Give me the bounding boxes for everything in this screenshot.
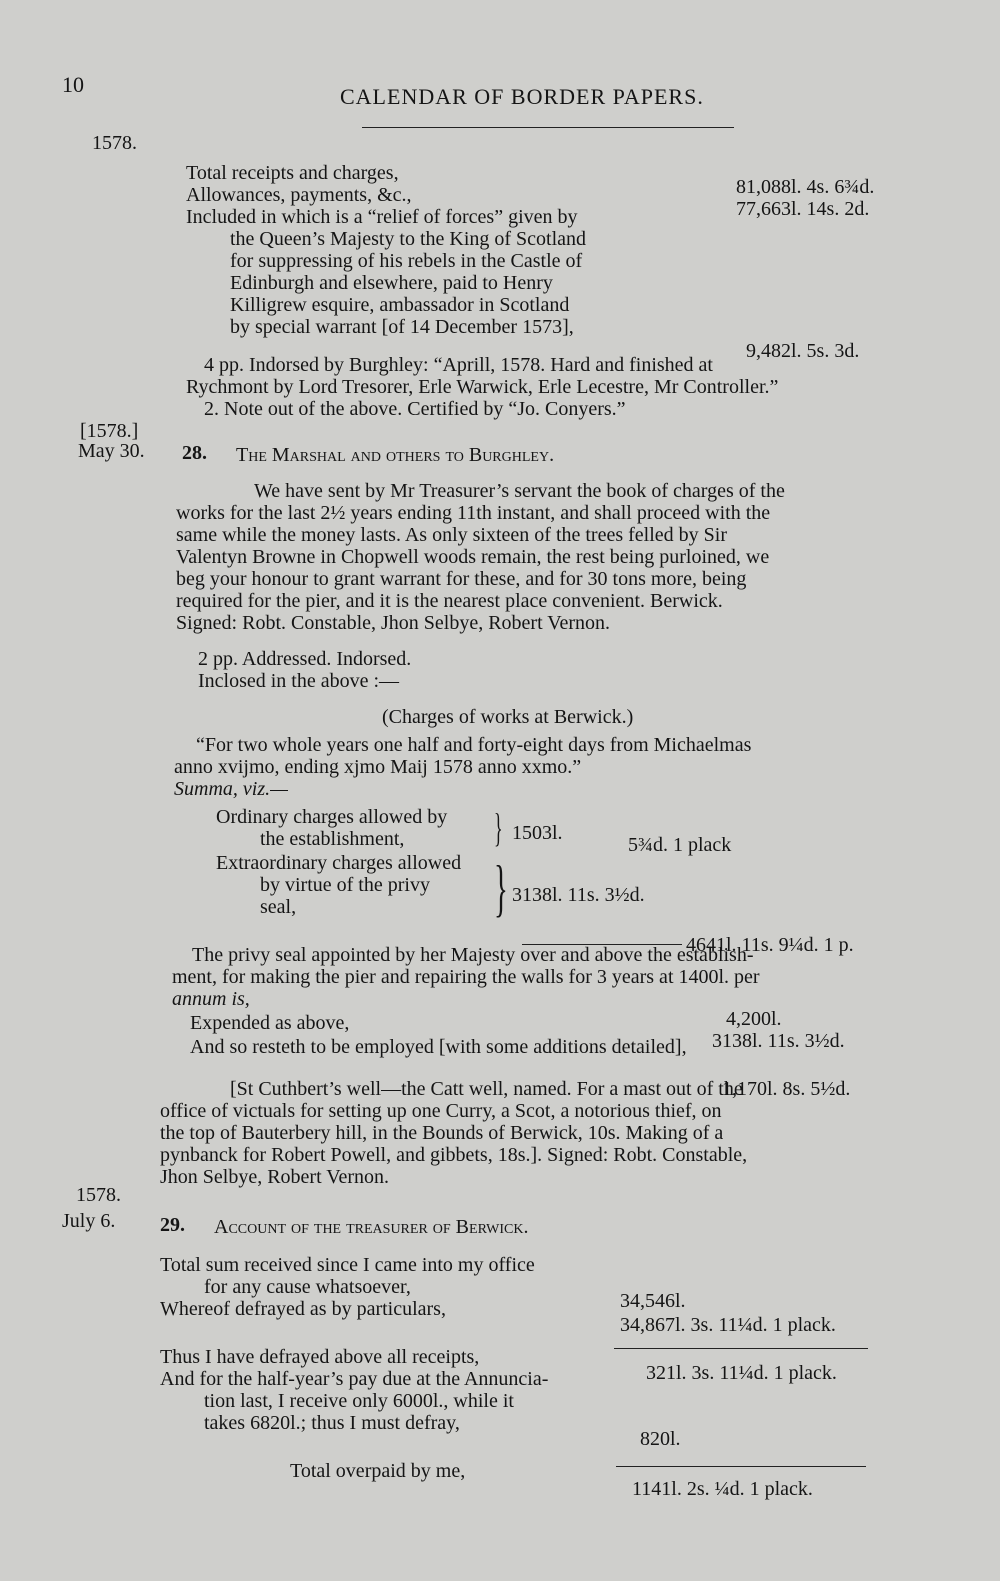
header-rule	[362, 127, 734, 128]
ledger-label: for any cause whatsoever,	[204, 1276, 411, 1298]
total-amount: 4641l. 11s. 9¼d. 1 p.	[686, 934, 854, 956]
signature-line: Signed: Robt. Constable, Jhon Selbye, Robert Vernon.	[176, 612, 611, 634]
text-line: Killigrew esquire, ambassador in Scotland	[230, 294, 570, 316]
paragraph-line: beg your honour to grant warrant for these, and for 30 tons more, being	[176, 568, 747, 590]
ledger-amount: 34,867l. 3s. 11¼d. 1 plack.	[620, 1314, 836, 1336]
bracketed-note-line: [St Cuthbert’s well—the Catt well, named. For a mast out of the	[230, 1078, 743, 1100]
ledger-amount: 1141l. 2s. ¼d. 1 plack.	[632, 1478, 813, 1500]
curly-brace-icon: }	[494, 852, 508, 923]
inclosure-note: Inclosed in the above :—	[198, 670, 400, 692]
bracketed-note-line: pynbanck for Robert Powell, and gibbets, 18s.]. Signed: Robt. Constable,	[160, 1144, 748, 1166]
charges-amount: 5¾d. 1 plack	[628, 834, 732, 856]
text-line: Allowances, payments, &c.,	[186, 184, 412, 206]
charges-label: Extraordinary charges allowed	[216, 852, 462, 874]
sum-rule	[614, 1348, 868, 1349]
sum-rule	[616, 1466, 866, 1467]
text-line: the Queen’s Majesty to the King of Scotland	[230, 228, 587, 250]
text-line: for suppressing of his rebels in the Castle of	[230, 250, 583, 272]
charges-label: seal,	[260, 896, 297, 918]
entry-date: July 6.	[62, 1210, 116, 1232]
bracketed-note-line: office of victuals for setting up one Curry, a Scot, a notorious thief, on	[160, 1100, 722, 1122]
paragraph-line: works for the last 2½ years ending 11th instant, and shall proceed with the	[176, 502, 771, 524]
charges-amount: 1503l.	[512, 822, 563, 844]
entry-number: 28.	[182, 442, 207, 464]
ledger-amount: 34,546l.	[620, 1290, 686, 1312]
entry-date: May 30.	[78, 440, 145, 462]
bracketed-note-line: Jhon Selbye, Robert Vernon.	[160, 1166, 390, 1188]
running-title: CALENDAR OF BORDER PAPERS.	[340, 84, 704, 109]
text-line: Edinburgh and elsewhere, paid to Henry	[230, 272, 553, 294]
amount: 77,663l. 14s. 2d.	[736, 198, 870, 220]
paragraph-line: ment, for making the pier and repairing the walls for 3 years at 1400l. per	[172, 966, 760, 988]
ledger-amount: 321l. 3s. 11¼d. 1 plack.	[646, 1362, 837, 1384]
text-line: Total receipts and charges,	[186, 162, 399, 184]
quote-line: anno xvijmo, ending xjmo Maij 1578 anno xxmo.”	[174, 756, 582, 778]
entry-year: 1578.	[76, 1184, 121, 1206]
ledger-label: Thus I have defrayed above all receipts,	[160, 1346, 480, 1368]
curly-brace-icon: }	[494, 805, 503, 850]
ledger-label: tion last, I receive only 6000l., while it	[204, 1390, 514, 1412]
paragraph-line: annum is,	[172, 988, 250, 1010]
amount: 9,482l. 5s. 3d.	[746, 340, 860, 362]
paragraph-line: The privy seal appointed by her Majesty over and above the establish-	[192, 944, 754, 966]
charges-label: by virtue of the privy	[260, 874, 430, 896]
endorsement: 4 pp. Indorsed by Burghley: “Aprill, 1578. Hard and finished at	[204, 354, 713, 376]
entry-heading: Account of the treasurer of Berwick.	[214, 1216, 529, 1238]
ledger-label: Whereof defrayed as by particulars,	[160, 1298, 446, 1320]
text-line: by special warrant [of 14 December 1573],	[230, 316, 574, 338]
entry-number: 29.	[160, 1214, 185, 1236]
paragraph-line: We have sent by Mr Treasurer’s servant the book of charges of the	[254, 480, 785, 502]
paragraph-line: Valentyn Browne in Chopwell woods remain, the rest being purloined, we	[176, 546, 770, 568]
charges-amount: 3138l. 11s. 3½d.	[512, 884, 645, 906]
quote-line: “For two whole years one half and forty-eight days from Michaelmas	[196, 734, 752, 756]
ledger-label: Expended as above,	[190, 1012, 350, 1034]
entry-year: [1578.]	[80, 420, 139, 442]
ledger-label: And so resteth to be employed [with some additions detailed],	[190, 1036, 687, 1058]
amount: 81,088l. 4s. 6¾d.	[736, 176, 875, 198]
sub-heading: (Charges of works at Berwick.)	[382, 706, 634, 728]
charges-label: Ordinary charges allowed by	[216, 806, 448, 828]
endorsement-note: 2. Note out of the above. Certified by “Jo. Conyers.”	[204, 398, 626, 420]
page-number: 10	[62, 72, 84, 97]
ledger-label: takes 6820l.; thus I must defray,	[204, 1412, 460, 1434]
paragraph-line: required for the pier, and it is the nearest place convenient. Berwick.	[176, 590, 723, 612]
ledger-amount: 4,200l.	[726, 1008, 782, 1030]
ledger-amount: 3138l. 11s. 3½d.	[712, 1030, 845, 1052]
bracketed-note-line: the top of Bauterbery hill, in the Bounds of Berwick, 10s. Making of a	[160, 1122, 724, 1144]
entry-heading: The Marshal and others to Burghley.	[236, 444, 555, 466]
ledger-label: Total sum received since I came into my office	[160, 1254, 535, 1276]
text-line: Included in which is a “relief of forces” given by	[186, 206, 578, 228]
entry-date: 1578.	[92, 132, 137, 154]
summa-label: Summa, viz.—	[174, 778, 288, 800]
ledger-label: Total overpaid by me,	[290, 1460, 466, 1482]
endorsement: 2 pp. Addressed. Indorsed.	[198, 648, 412, 670]
charges-label: the establishment,	[260, 828, 405, 850]
ledger-amount: 1,170l. 8s. 5½d.	[722, 1078, 851, 1100]
ledger-label: And for the half-year’s pay due at the Annuncia-	[160, 1368, 549, 1390]
ledger-amount: 820l.	[640, 1428, 681, 1450]
paragraph-line: same while the money lasts. As only sixteen of the trees felled by Sir	[176, 524, 727, 546]
endorsement: Rychmont by Lord Tresorer, Erle Warwick, Erle Lecestre, Mr Controller.”	[186, 376, 779, 398]
